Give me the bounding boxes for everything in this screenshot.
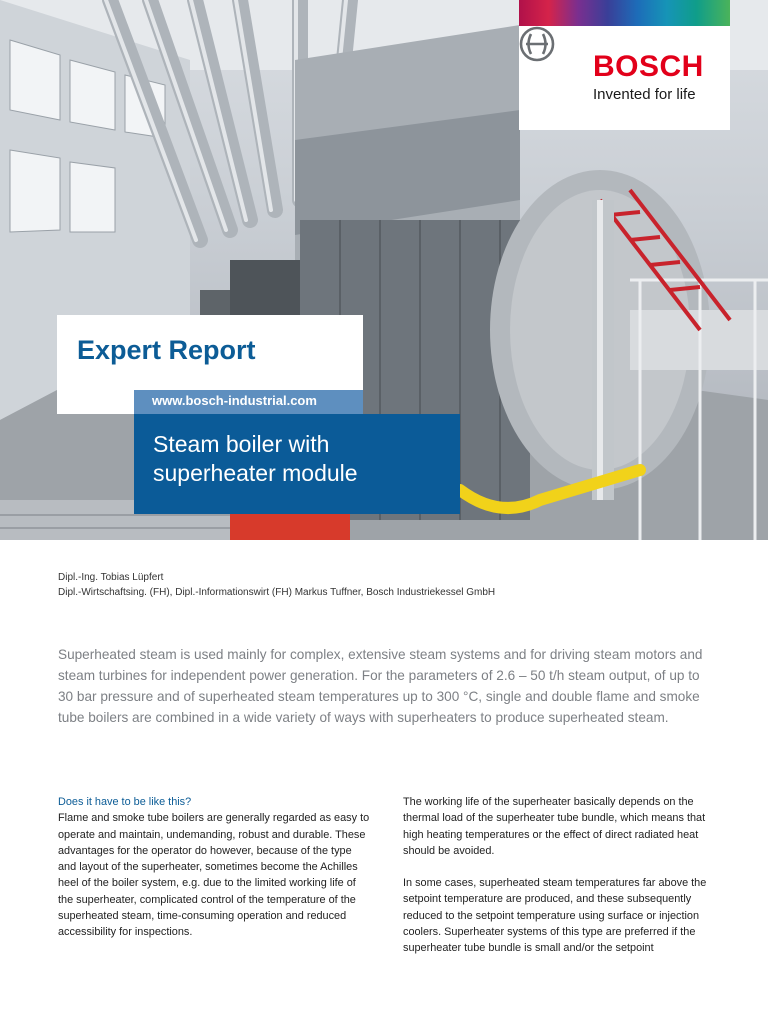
brand-tagline: Invented for life <box>593 86 696 103</box>
subtitle-line-1: Steam boiler with <box>153 431 330 457</box>
author-list <box>58 570 495 600</box>
subtitle-line-2: superheater module <box>153 460 358 486</box>
website-link[interactable]: www.bosch-industrial.com <box>152 393 317 408</box>
brand-color-stripe <box>519 0 730 26</box>
section-heading: Does it have to be like this? <box>58 796 192 808</box>
page-title: Expert Report <box>77 335 256 365</box>
subtitle-card <box>134 414 460 514</box>
brand-name: BOSCH <box>593 50 704 83</box>
right-column <box>403 794 715 973</box>
left-column <box>58 794 370 957</box>
page-subtitle <box>153 430 453 488</box>
brand-logo <box>519 26 730 130</box>
author-line-1: Dipl.-Ing. Tobias Lüpfert <box>58 572 164 583</box>
right-paragraph-1: The working life of the superheater basically depends on the thermal load of the superheater tube bundle, which means that high heating temperatures or the effect of direct radiated heat should be avoided. <box>403 796 706 857</box>
author-line-2: Dipl.-Wirtschaftsing. (FH), Dipl.-Informationswirt (FH) Markus Tuffner, Bosch Industriekessel GmbH <box>58 587 496 598</box>
left-paragraph: Flame and smoke tube boilers are generally regarded as easy to operate and maintain, undemanding, robust and durable. These advantages for the operator do however, because of the type and layout of the superheater, sometimes become the Achilles heel of the boiler system, e.g. due to the limited working life of the superheater, complicated control of the temperature of the superheated steam, time-consuming operation and reduced accessibility for inspections. <box>58 812 370 939</box>
lead-paragraph: Superheated steam is used mainly for complex, extensive steam systems and for driving steam motors and steam turbines for independent power generation. For the parameters of 2.6 – 50 t/h steam output, of up to 30 bar pressure and of superheated steam temperatures up to 300 °C, single and double flame and smoke tube boilers are combined in a wide variety of ways with superheaters to produce superheated steam. <box>58 647 703 725</box>
bosch-armature-icon <box>519 26 555 62</box>
right-paragraph-2: In some cases, superheated steam temperatures far above the setpoint temperature are produced, and these subsequently reduced to the setpoint temperature using surface or injection coolers. Superheater systems of this type are preferred if the superheater tube bundle is small and/or the setpoint <box>403 877 707 955</box>
website-link-bar[interactable] <box>134 390 363 414</box>
